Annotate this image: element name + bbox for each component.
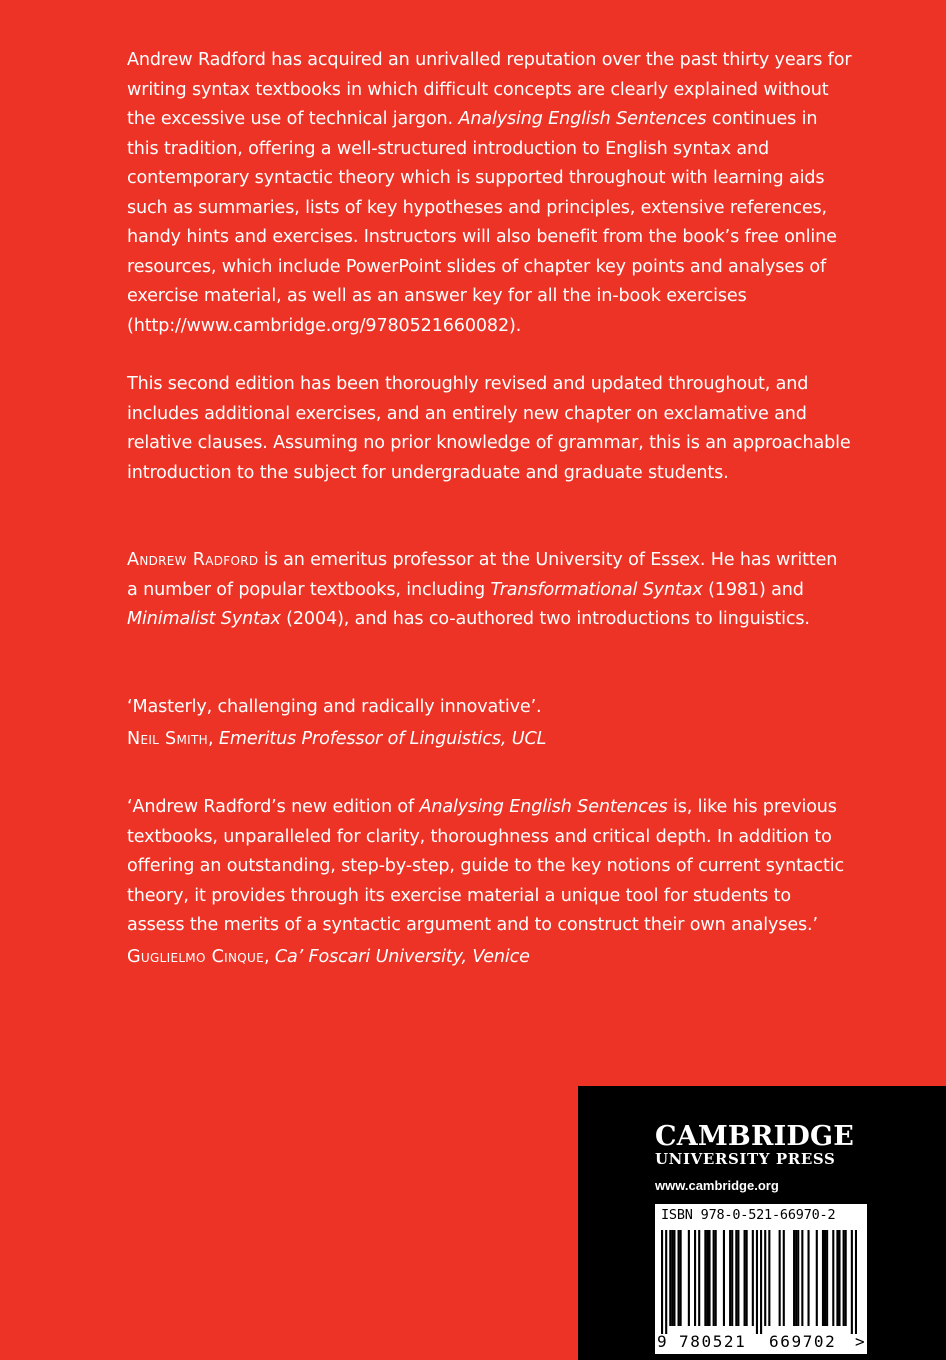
barcode-bar xyxy=(735,1230,737,1326)
description-intro: Andrew Radford has acquired an unrivalled reputation over the past thirty years for writing syntax textbooks in which difficult concepts are clearly explained without the excessive use of technical jargon. xyxy=(127,50,852,129)
quote-affiliation: Ca’ Foscari University, Venice xyxy=(274,946,530,967)
barcode-bar xyxy=(783,1230,785,1326)
quote-author: Guglielmo Cinque xyxy=(127,946,265,967)
barcode-bar xyxy=(756,1230,758,1334)
barcode-bars xyxy=(661,1230,857,1334)
barcode-bar xyxy=(836,1230,838,1326)
barcode-bar xyxy=(706,1230,708,1326)
quote-book-title: Analysing English Sentences xyxy=(419,797,668,817)
quote-attribution xyxy=(127,725,852,755)
attribution-separator: , xyxy=(264,946,275,967)
barcode-bar xyxy=(851,1230,853,1334)
ean-lead-digit: 9 xyxy=(657,1332,667,1351)
publisher-name-line-2: UNIVERSITY PRESS xyxy=(655,1150,836,1168)
publisher-logo xyxy=(655,1122,867,1168)
quote-text-part-1: ‘Andrew Radford’s new edition of xyxy=(127,797,420,817)
barcode-bar xyxy=(838,1230,840,1326)
quote-text: ‘Masterly, challenging and radically innovative’. xyxy=(127,697,542,717)
barcode-bar xyxy=(764,1230,766,1326)
barcode-bar xyxy=(665,1230,667,1334)
barcode-bar xyxy=(795,1230,797,1326)
barcode-bar xyxy=(731,1230,733,1326)
barcode-bar xyxy=(855,1230,857,1334)
barcode-bar xyxy=(678,1230,680,1326)
quote-attribution xyxy=(127,943,852,973)
barcode-bar xyxy=(744,1230,746,1326)
ean-quiet-zone-mark: > xyxy=(855,1332,865,1351)
publisher-box xyxy=(578,1086,946,1360)
barcode-bar xyxy=(680,1230,682,1326)
barcode-bar xyxy=(737,1230,739,1326)
author-bio-text-1: is an emeritus professor at the University of Essex. He has written a number of popular textbooks, including xyxy=(127,550,838,600)
author-bio-text-2: (1981) and xyxy=(702,579,804,600)
quote-text xyxy=(127,793,852,941)
ean-right-digits: 669702 xyxy=(769,1332,837,1351)
description-paragraph-1 xyxy=(127,46,852,341)
barcode-bar xyxy=(793,1230,795,1326)
barcode-bar xyxy=(822,1230,824,1326)
endorsement-quote-1 xyxy=(127,693,852,754)
barcode-bar xyxy=(779,1230,781,1326)
barcode-bar xyxy=(688,1230,690,1326)
quote-text-part-2: is, like his previous textbooks, unparalleled for clarity, thoroughness and critical depth. In addition to offering an outstanding, step-by-step, guide to the key notions of current syntactic theory, it provides through its exercise material a unique tool for students to assess the merits of a syntactic argument and to construct their own analyses.’ xyxy=(127,797,844,935)
isbn-label: ISBN 978-0-521-66970-2 xyxy=(661,1207,836,1223)
barcode-bar xyxy=(845,1230,847,1326)
author-bio-text-3: (2004), and has co-authored two introductions to linguistics. xyxy=(280,609,810,629)
endorsement-quote-2 xyxy=(127,793,852,972)
barcode-bar xyxy=(661,1230,663,1334)
barcode-bar xyxy=(729,1230,731,1326)
attribution-separator: , xyxy=(207,728,219,749)
barcode-bar xyxy=(760,1230,762,1334)
barcode-bar xyxy=(713,1230,715,1326)
barcode-bar xyxy=(752,1230,754,1326)
barcode-bar xyxy=(816,1230,818,1326)
barcode-bar xyxy=(698,1230,700,1326)
edition-text: This second edition has been thoroughly revised and updated throughout, and includes additional exercises, and an entirely new chapter on exclamative and relative clauses. Assuming no prior knowledge of grammar, this is an approachable introduction to the subject for undergraduate and graduate students. xyxy=(127,374,851,483)
barcode-bar xyxy=(826,1230,828,1326)
barcode-bar xyxy=(723,1230,725,1326)
barcode-bar xyxy=(694,1230,696,1326)
barcode-bar xyxy=(768,1230,770,1326)
barcode-bar xyxy=(715,1230,717,1326)
barcode-bar xyxy=(708,1230,710,1326)
barcode-bar xyxy=(673,1230,675,1326)
quote-affiliation: Emeritus Professor of Linguistics, UCL xyxy=(218,728,547,749)
barcode-bar xyxy=(832,1230,834,1326)
publisher-name-line-1: CAMBRIDGE xyxy=(655,1121,855,1152)
ean-left-digits: 780521 xyxy=(679,1332,747,1351)
barcode-bar xyxy=(824,1230,826,1326)
description-paragraph-2 xyxy=(127,370,852,488)
barcode-bar xyxy=(704,1230,706,1326)
isbn-barcode xyxy=(655,1204,867,1354)
author-book-1: Transformational Syntax xyxy=(490,579,703,600)
author-name: Andrew Radford xyxy=(127,550,259,570)
barcode-bar xyxy=(801,1230,803,1326)
book-title-italic: Analysing English Sentences xyxy=(458,109,707,129)
ean-digits xyxy=(657,1332,867,1352)
barcode-bar xyxy=(807,1230,809,1326)
barcode-bar xyxy=(671,1230,673,1326)
author-book-2: Minimalist Syntax xyxy=(127,609,281,629)
quote-author: Neil Smith xyxy=(127,728,208,749)
description-rest: continues in this tradition, offering a well-structured introduction to English syntax and contemporary syntactic theory which is supported throughout with learning aids such as summaries, lists of key hypotheses and principles, extensive references, handy hints and exercises. Instructors will also benefit from the book’s free online resources, which include PowerPoint slides of chapter key points and analyses of exercise material, as well as an answer key for all the in-book exercises (http://www.cambridge.org/9780521660082). xyxy=(127,109,837,336)
barcode-bar xyxy=(843,1230,845,1326)
barcode-bar xyxy=(746,1230,748,1326)
barcode-bar xyxy=(669,1230,671,1326)
barcode-bar xyxy=(797,1230,799,1326)
author-bio xyxy=(127,546,852,635)
publisher-website: www.cambridge.org xyxy=(655,1178,779,1193)
